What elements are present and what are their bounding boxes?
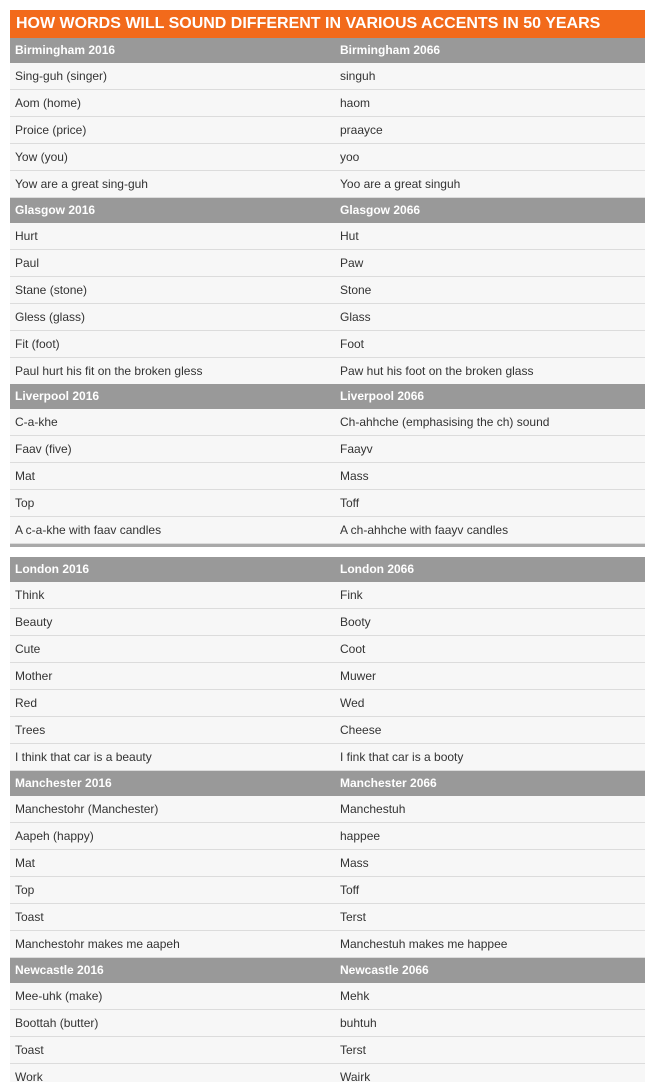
section-header: [10, 38, 645, 63]
section-header: [10, 557, 645, 582]
header-2066: Liverpool 2066: [340, 389, 425, 403]
table-row: [10, 277, 645, 304]
table-row: [10, 517, 645, 544]
header-2066: London 2066: [340, 562, 415, 576]
section-birmingham: [10, 38, 645, 198]
section-header: [10, 771, 645, 796]
table-row: [10, 850, 645, 877]
cell-2066: Wed: [340, 696, 365, 710]
cell-2016: Stane (stone): [15, 283, 88, 297]
cell-2066: Terst: [340, 910, 367, 924]
cell-2066: Manchestuh makes me happee: [340, 937, 508, 951]
cell-2066: praayce: [340, 123, 383, 137]
cell-2016: Beauty: [15, 615, 53, 629]
cell-2066: yoo: [340, 150, 360, 164]
header-2066: Newcastle 2066: [340, 963, 429, 977]
cell-2066: Yoo are a great singuh: [340, 177, 461, 191]
header-2016: London 2016: [15, 562, 90, 576]
table-row: [10, 823, 645, 850]
cell-2066: Ch-ahhche (emphasising the ch) sound: [340, 415, 550, 429]
cell-2016: Toast: [15, 910, 44, 924]
cell-2066: Terst: [340, 1043, 367, 1057]
cell-2016: Mee-uhk (make): [15, 989, 103, 1003]
cell-2016: Gless (glass): [15, 310, 86, 324]
section-liverpool: [10, 384, 645, 544]
cell-2016: C-a-khe: [15, 415, 58, 429]
page-title: HOW WORDS WILL SOUND DIFFERENT IN VARIOUS ACCENTS IN 50 YEARS: [10, 10, 645, 38]
header-2016: Liverpool 2016: [15, 389, 100, 403]
table-row: [10, 250, 645, 277]
table-row: [10, 331, 645, 358]
table-row: [10, 223, 645, 250]
cell-2016: Top: [15, 883, 35, 897]
header-2066: Glasgow 2066: [340, 203, 421, 217]
cell-2016: Manchestohr (Manchester): [15, 802, 159, 816]
cell-2066: Foot: [340, 337, 365, 351]
cell-2066: Toff: [340, 883, 360, 897]
cell-2016: Boottah (butter): [15, 1016, 99, 1030]
section-manchester: [10, 771, 645, 958]
cell-2066: Toff: [340, 496, 360, 510]
cell-2016: Top: [15, 496, 35, 510]
table-row: [10, 409, 645, 436]
cell-2016: Red: [15, 696, 38, 710]
cell-2066: singuh: [340, 69, 376, 83]
section-newcastle: [10, 958, 645, 1082]
cell-2066: Hut: [340, 229, 359, 243]
table-row: [10, 904, 645, 931]
header-2016: Glasgow 2016: [15, 203, 96, 217]
cell-2016: Yow (you): [15, 150, 68, 164]
table-row: [10, 171, 645, 198]
header-2016: Manchester 2016: [15, 776, 112, 790]
section-london: [10, 557, 645, 771]
cell-2066: Paw: [340, 256, 364, 270]
cell-2016: Think: [15, 588, 45, 602]
header-2066: Birmingham 2066: [340, 43, 441, 57]
cell-2016: Faav (five): [15, 442, 72, 456]
cell-2066: Mehk: [340, 989, 370, 1003]
cell-2066: Stone: [340, 283, 372, 297]
cell-2066: Fink: [340, 588, 363, 602]
table-row: [10, 358, 645, 385]
cell-2016: I think that car is a beauty: [15, 750, 152, 764]
table-row: [10, 1010, 645, 1037]
cell-2066: Faayv: [340, 442, 373, 456]
cell-2016: Sing-guh (singer): [15, 69, 108, 83]
cell-2066: Mass: [340, 469, 369, 483]
cell-2066: buhtuh: [340, 1016, 377, 1030]
cell-2066: Muwer: [340, 669, 377, 683]
section-header: [10, 198, 645, 223]
table-row: [10, 436, 645, 463]
cell-2016: Work: [15, 1070, 43, 1082]
cell-2066: Coot: [340, 642, 366, 656]
cell-2066: I fink that car is a booty: [340, 750, 464, 764]
table-row: [10, 90, 645, 117]
cell-2066: Paw hut his foot on the broken glass: [340, 364, 534, 378]
cell-2016: Mat: [15, 469, 36, 483]
section-divider: [10, 544, 645, 547]
cell-2016: A c-a-khe with faav candles: [15, 523, 162, 537]
cell-2016: Proice (price): [15, 123, 87, 137]
table-row: [10, 636, 645, 663]
cell-2066: Booty: [340, 615, 371, 629]
table-row: [10, 304, 645, 331]
cell-2016: Hurt: [15, 229, 38, 243]
section-header: [10, 384, 645, 409]
cell-2066: Manchestuh: [340, 802, 406, 816]
cell-2066: haom: [340, 96, 371, 110]
cell-2016: Paul: [15, 256, 40, 270]
table-row: [10, 63, 645, 90]
cell-2066: Cheese: [340, 723, 382, 737]
table-row: [10, 582, 645, 609]
table-row: [10, 796, 645, 823]
table-row: [10, 144, 645, 171]
table-row: [10, 463, 645, 490]
table-row: [10, 1064, 645, 1082]
header-2066: Manchester 2066: [340, 776, 437, 790]
table-row: [10, 490, 645, 517]
header-2016: Birmingham 2016: [15, 43, 116, 57]
cell-2016: Fit (foot): [15, 337, 60, 351]
cell-2066: Glass: [340, 310, 371, 324]
table-row: [10, 983, 645, 1010]
cell-2066: A ch-ahhche with faayv candles: [340, 523, 509, 537]
table-row: [10, 877, 645, 904]
header-2016: Newcastle 2016: [15, 963, 104, 977]
table-row: [10, 1037, 645, 1064]
cell-2016: Aom (home): [15, 96, 82, 110]
cell-2066: happee: [340, 829, 381, 843]
section-glasgow: [10, 198, 645, 385]
table-row: [10, 117, 645, 144]
cell-2016: Yow are a great sing-guh: [15, 177, 148, 191]
section-header: [10, 958, 645, 983]
table-row: [10, 663, 645, 690]
cell-2016: Trees: [15, 723, 46, 737]
table-row: [10, 931, 645, 958]
table-row: [10, 690, 645, 717]
table-row: [10, 744, 645, 771]
cell-2016: Cute: [15, 642, 41, 656]
cell-2066: Mass: [340, 856, 369, 870]
cell-2016: Mother: [15, 669, 53, 683]
cell-2016: Toast: [15, 1043, 44, 1057]
cell-2066: Wairk: [340, 1070, 371, 1082]
cell-2016: Manchestohr makes me aapeh: [15, 937, 180, 951]
cell-2016: Aapeh (happy): [15, 829, 94, 843]
table-row: [10, 717, 645, 744]
table-row: [10, 609, 645, 636]
cell-2016: Paul hurt his fit on the broken gless: [15, 364, 203, 378]
cell-2016: Mat: [15, 856, 36, 870]
